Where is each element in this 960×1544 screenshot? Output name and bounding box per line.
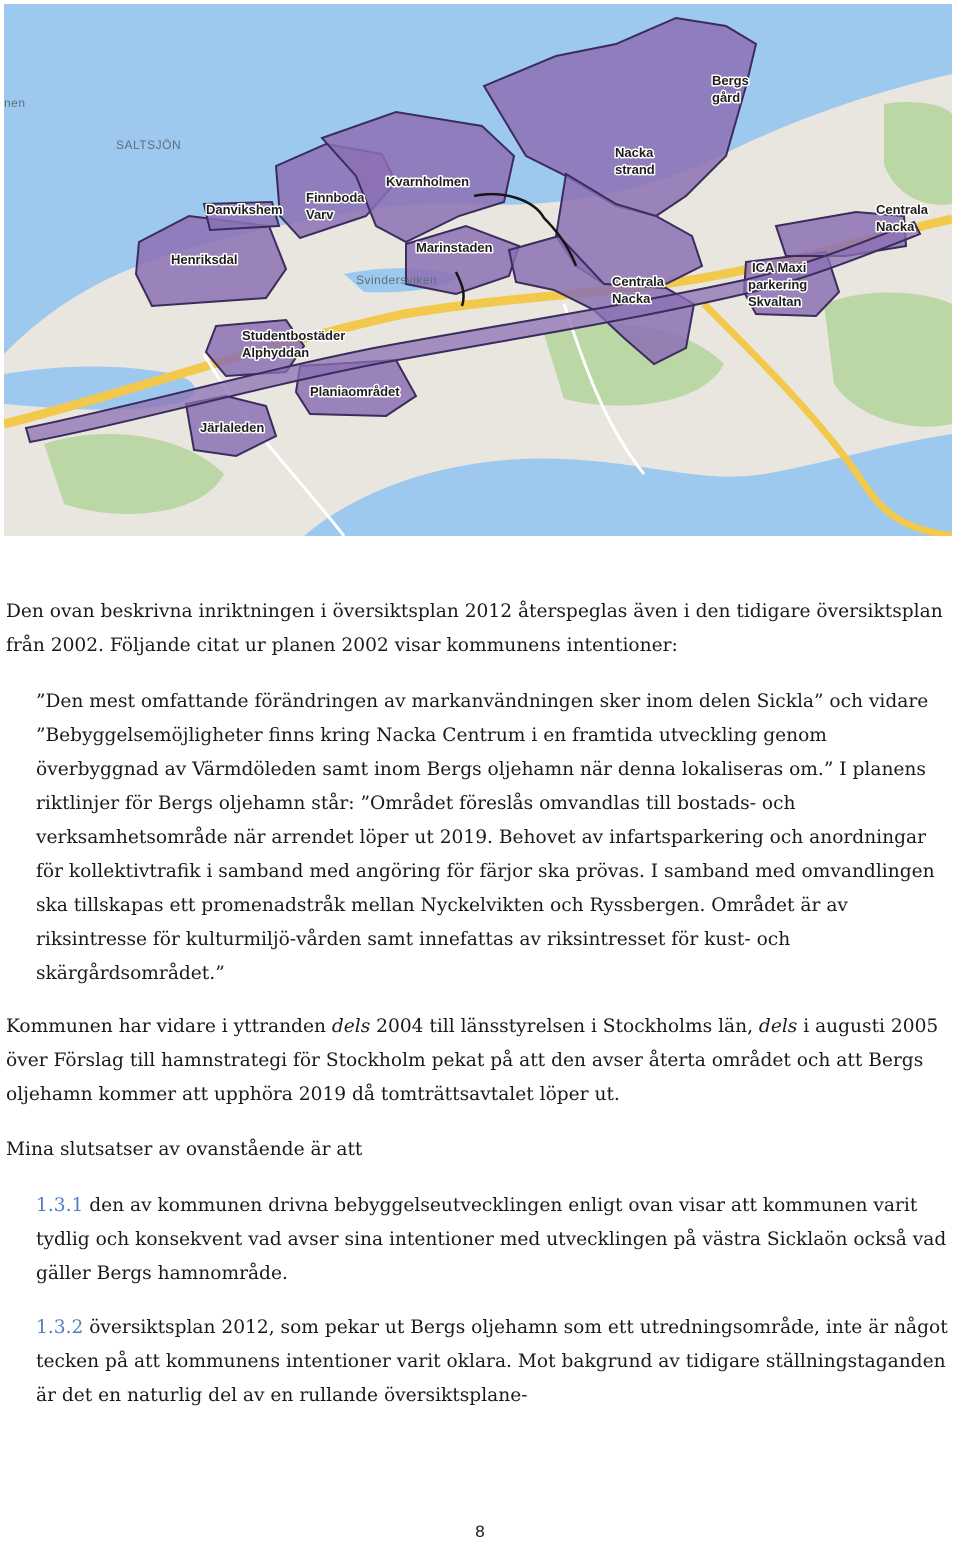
- conclusion-2-text: [36, 1311, 951, 1413]
- label-marinstaden: Marinstaden: [416, 240, 493, 255]
- paragraph-intro-text: Den ovan beskrivna inriktningen i översiktsplan 2012 återspeglas även i den tidigare översiktsplan från 2002. Följande citat ur planen 2002 visar kommunens intentioner:: [6, 601, 943, 656]
- conclusion-2: [36, 1311, 951, 1413]
- p2-em1: dels: [331, 1016, 371, 1037]
- label-ica-3: Skvaltan: [748, 294, 802, 309]
- paragraph-conclusions: [6, 1133, 951, 1167]
- label-centrala-nacka-ne-2: Nacka: [876, 219, 915, 234]
- paragraph-intro: [6, 595, 951, 663]
- label-nacka-strand-2: strand: [615, 162, 655, 177]
- label-henriksdal: Henriksdal: [171, 252, 238, 267]
- label-danvikshem: Danvikshem: [206, 202, 283, 217]
- p2-part3: i augusti 2005 över Förslag till hamnstrategi för Stockholm pekat på att den avser återta området och att Bergs oljehamn kommer att upphöra 2019 då tomträttsavtalet löper ut.: [6, 1016, 939, 1105]
- label-jarlaleden: Järlaleden: [200, 420, 265, 435]
- label-saltsjon: SALTSJÖN: [116, 138, 182, 152]
- label-svindersviken: Svindersviken: [356, 273, 438, 287]
- label-finnboda-1: Finnboda: [306, 190, 365, 205]
- paragraph-conclusions-text: Mina slutsatser av ovanstående är att: [6, 1139, 363, 1160]
- paragraph-statement-text: [6, 1010, 951, 1112]
- label-centrala-nacka-1: Centrala: [612, 274, 665, 289]
- paragraph-statement: [6, 1010, 951, 1112]
- label-ica-1: ICA Maxi: [752, 260, 807, 275]
- map: [4, 4, 952, 536]
- label-centrala-nacka-ne-1: Centrala: [876, 202, 929, 217]
- label-finnboda-2: Varv: [306, 207, 334, 222]
- conclusion-1: [36, 1189, 951, 1291]
- label-centrala-nacka-2: Nacka: [612, 291, 651, 306]
- label-nacka-strand-1: Nacka: [615, 145, 654, 160]
- p2-em2: dels: [758, 1016, 798, 1037]
- conclusion-2-number: 1.3.2: [36, 1317, 84, 1338]
- quote-block: [36, 685, 951, 991]
- label-studentbostader-1: Studentbostäder: [242, 328, 346, 343]
- label-edge: nen: [4, 96, 26, 110]
- label-ica-2: parkering: [748, 277, 808, 292]
- conclusion-1-text: [36, 1189, 951, 1291]
- label-kvarnholmen: Kvarnholmen: [386, 174, 470, 189]
- p2-part1: Kommunen har vidare i yttranden: [6, 1016, 332, 1037]
- p2-part2: 2004 till länsstyrelsen i Stockholms län,: [370, 1016, 759, 1037]
- label-planiaomradet: Planiaområdet: [310, 384, 400, 399]
- label-studentbostader-2: Alphyddan: [242, 345, 310, 360]
- page-number: 8: [475, 1522, 485, 1541]
- conclusion-1-body: den av kommunen drivna bebyggelseutvecklingen enligt ovan visar att kommunen varit tydlig och konsekvent vad avser sina intentioner med utvecklingen på västra Sicklaön också vad gäller Bergs hamnområde.: [36, 1195, 947, 1284]
- conclusion-1-number: 1.3.1: [36, 1195, 84, 1216]
- label-bergs-2: gård: [712, 90, 741, 105]
- conclusion-2-body: översiktsplan 2012, som pekar ut Bergs oljehamn som ett utredningsområde, inte är något tecken på att kommunens intentioner varit oklara. Mot bakgrund av tidigare ställningstaganden är det en naturlig del av en rullande översiktsplane-: [36, 1317, 948, 1406]
- quote-text: ”Den mest omfattande förändringen av markanvändningen sker inom delen Sickla” och vidare ”Bebyggelsemöjligheter finns kring Nacka Centrum i en framtida utveckling genom överbyggnad av Värmdöleden samt inom Bergs oljehamn när denna lokaliseras om.” I planens riktlinjer för Bergs oljehamn står: ”Området föreslås omvandlas till bostads- och verksamhetsområde när arrendet löper ut 2019. Behovet av infartsparkering och anordningar för kollektivtrafik i samband med angöring för färjor ska prövas. I samband med omvandlingen ska tillskapas ett promenadstråk mellan Nyckelvikten och Ryssbergen. Området är av riksintresse för kulturmiljö-vården samt innefattas av riksintresset för kust- och skärgårdsområdet.”: [36, 691, 935, 984]
- label-bergs-1: Bergs: [712, 73, 749, 88]
